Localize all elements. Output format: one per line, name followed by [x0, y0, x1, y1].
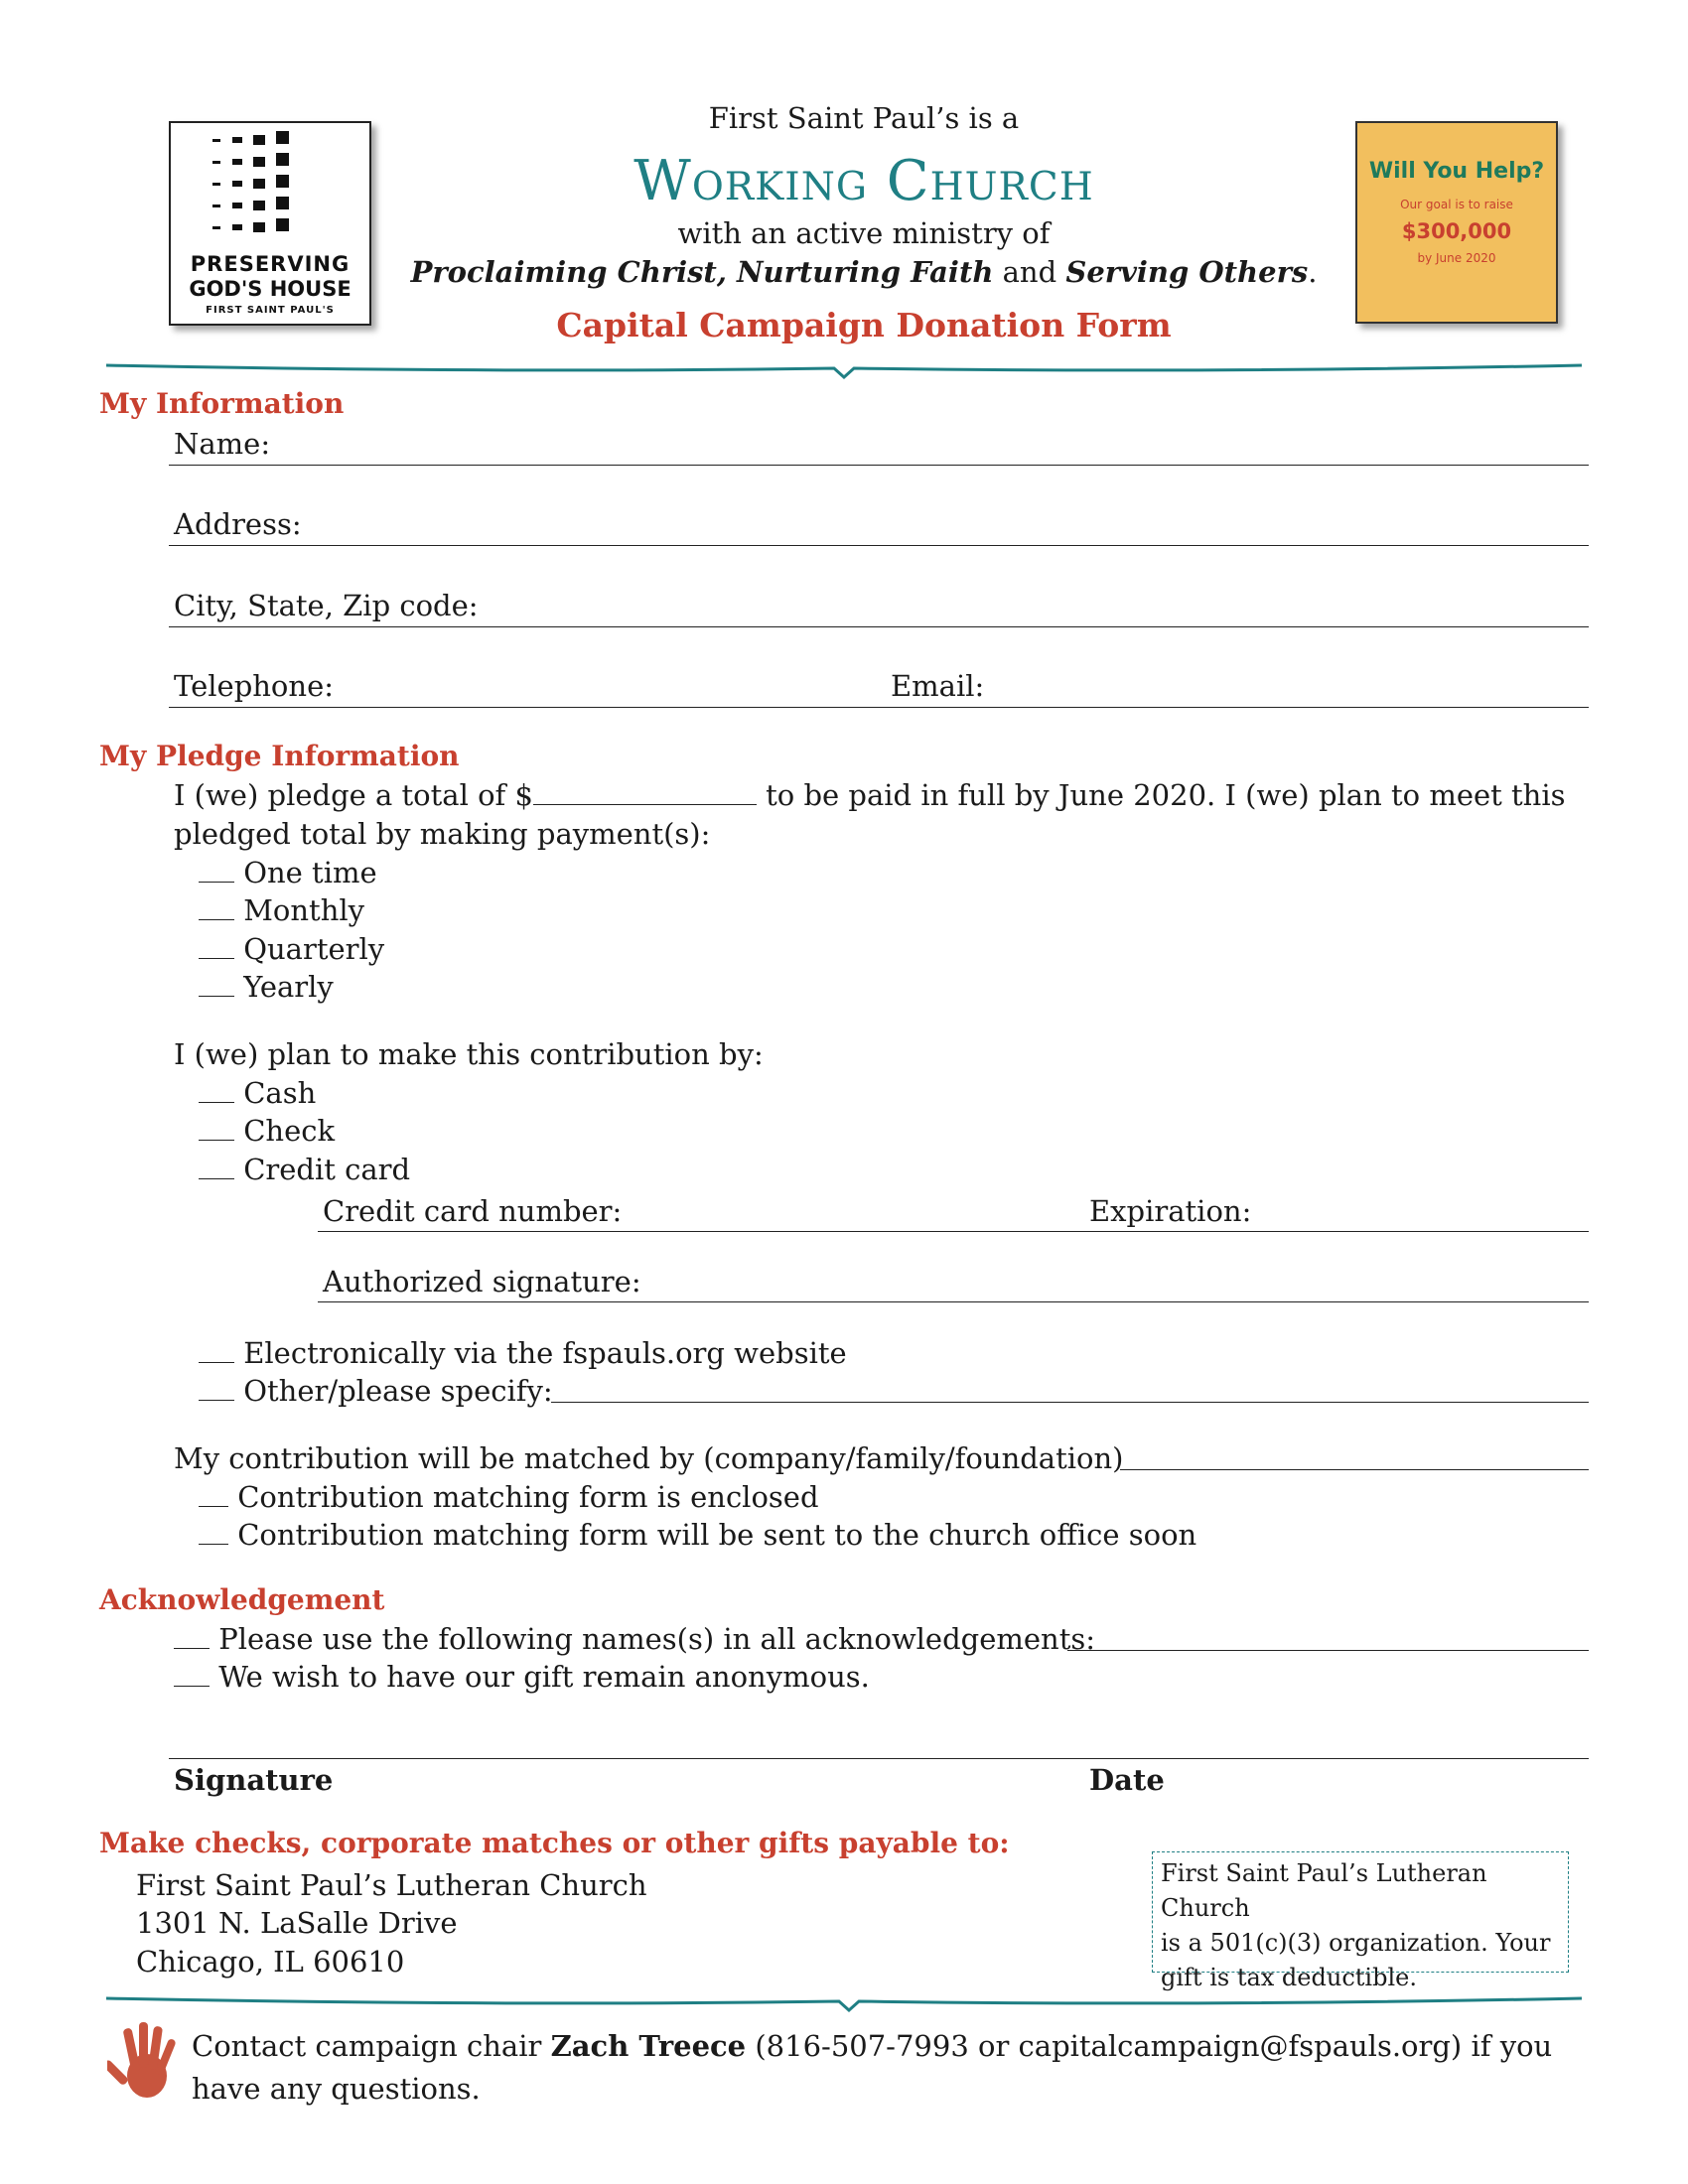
- cc-signature-label: Authorized signature:: [323, 1265, 641, 1298]
- my-information-heading: My Information: [99, 387, 345, 420]
- header-intro: First Saint Paul’s is a: [708, 101, 1020, 135]
- cc-signature-field[interactable]: [318, 1301, 1589, 1302]
- name-field[interactable]: [169, 465, 1589, 466]
- telephone-label: Telephone:: [174, 669, 335, 703]
- mission-part-b: Serving Others: [1065, 255, 1309, 289]
- freq-monthly-check[interactable]: [199, 897, 234, 920]
- pledge-heading: My Pledge Information: [99, 740, 460, 772]
- email-label: Email:: [891, 669, 985, 703]
- cc-number-field[interactable]: [318, 1231, 1082, 1232]
- signature-date-field[interactable]: [169, 1758, 1589, 1759]
- pledge-text-b: to be paid in full by June 2020. I (we) plan to meet this: [756, 778, 1566, 812]
- name-label: Name:: [174, 427, 271, 461]
- ack-anonymous[interactable]: [174, 1660, 870, 1694]
- matched-by-label: My contribution will be matched by (company/family/foundation): [174, 1441, 1124, 1475]
- contact-line2: have any questions.: [192, 2072, 481, 2106]
- city-state-zip-field[interactable]: [169, 626, 1589, 627]
- method-check[interactable]: [199, 1114, 335, 1148]
- freq-quarterly[interactable]: [199, 932, 384, 966]
- contact-text-a: Contact campaign chair: [192, 2029, 551, 2063]
- method-check-check[interactable]: [199, 1118, 234, 1141]
- freq-one-time[interactable]: [199, 856, 377, 889]
- will-you-help-box: [1355, 121, 1558, 324]
- method-check-label: Check: [243, 1114, 336, 1148]
- pledge-text-a: I (we) pledge a total of $: [174, 778, 533, 812]
- teal-divider: [104, 357, 1584, 381]
- hand-icon: [107, 2018, 189, 2106]
- method-credit-card-label: Credit card: [243, 1153, 411, 1186]
- method-electronic-label: Electronically via the fspauls.org website: [243, 1336, 847, 1370]
- match-sent-check[interactable]: [199, 1522, 228, 1545]
- form-title: Capital Campaign Donation Form: [556, 306, 1172, 344]
- acknowledgement-heading: Acknowledgement: [99, 1583, 385, 1616]
- cc-expiration-label: Expiration:: [1089, 1194, 1252, 1228]
- logo-line1: PRESERVING: [190, 252, 351, 276]
- pledge-text-c: pledged total by making payment(s):: [174, 817, 711, 851]
- contact-text-b: (816-507-7993 or capitalcampaign@fspauls.org) if you: [746, 2029, 1553, 2063]
- payable-line1: First Saint Paul’s Lutheran Church: [136, 1868, 647, 1902]
- matched-by-field[interactable]: [1120, 1469, 1589, 1470]
- help-amount: $300,000: [1401, 219, 1512, 243]
- ack-names-field[interactable]: [1067, 1650, 1589, 1651]
- payable-heading: Make checks, corporate matches or other gifts payable to:: [99, 1827, 1010, 1859]
- ack-names-label: Please use the following names(s) in all acknowledgements:: [218, 1622, 1096, 1656]
- mission-end: .: [1308, 255, 1318, 289]
- tax-deductible-note: [1152, 1851, 1569, 1991]
- freq-one-time-check[interactable]: [199, 860, 234, 883]
- address-label: Address:: [174, 507, 302, 541]
- logo-line2: GOD'S HOUSE: [189, 277, 352, 301]
- contact-chair-name: Zach Treece: [550, 2029, 747, 2063]
- match-sent-label: Contribution matching form will be sent to the church office soon: [237, 1518, 1197, 1552]
- tax-note-line1: First Saint Paul’s Lutheran Church: [1161, 1859, 1487, 1922]
- method-credit-card-check[interactable]: [199, 1157, 234, 1179]
- match-enclosed-check[interactable]: [199, 1484, 228, 1507]
- pledge-sentence: [174, 778, 1566, 812]
- freq-one-time-label: One time: [243, 856, 377, 889]
- city-state-zip-label: City, State, Zip code:: [174, 589, 479, 622]
- method-cash-label: Cash: [243, 1076, 317, 1110]
- cc-expiration-field[interactable]: [1082, 1231, 1589, 1232]
- method-other-label: Other/please specify:: [243, 1374, 553, 1408]
- contact-line1: [192, 2029, 1552, 2063]
- freq-quarterly-check[interactable]: [199, 936, 234, 959]
- telephone-field[interactable]: [169, 707, 884, 708]
- payable-line3: Chicago, IL 60610: [136, 1945, 405, 1979]
- freq-monthly-label: Monthly: [243, 893, 365, 927]
- method-electronic-check[interactable]: [199, 1340, 234, 1363]
- mission-part-a: Proclaiming Christ, Nurturing Faith: [410, 255, 994, 289]
- ack-names-check[interactable]: [174, 1626, 210, 1649]
- help-by-date: by June 2020: [1417, 251, 1496, 265]
- method-cash-check[interactable]: [199, 1080, 234, 1103]
- method-other[interactable]: [199, 1374, 553, 1408]
- method-credit-card[interactable]: [199, 1153, 410, 1186]
- payable-line2: 1301 N. LaSalle Drive: [136, 1906, 458, 1940]
- header-ministry: with an active ministry of: [677, 216, 1051, 250]
- freq-yearly-label: Yearly: [243, 970, 334, 1004]
- ack-anonymous-label: We wish to have our gift remain anonymous.: [218, 1660, 870, 1694]
- freq-quarterly-label: Quarterly: [243, 932, 385, 966]
- method-cash[interactable]: [199, 1076, 316, 1110]
- freq-yearly-check[interactable]: [199, 974, 234, 997]
- method-intro: I (we) plan to make this contribution by:: [174, 1037, 764, 1071]
- tax-note-line3: gift is tax deductible.: [1161, 1964, 1417, 1991]
- address-field[interactable]: [169, 545, 1589, 546]
- help-goal-text: Our goal is to raise: [1400, 198, 1513, 211]
- help-title: Will You Help?: [1368, 159, 1545, 184]
- tax-note-line2: is a 501(c)(3) organization. Your: [1161, 1929, 1551, 1957]
- method-other-check[interactable]: [199, 1378, 234, 1401]
- signature-label: Signature: [174, 1763, 334, 1797]
- match-enclosed-label: Contribution matching form is enclosed: [237, 1480, 819, 1514]
- logo-line3: FIRST SAINT PAUL'S: [206, 305, 335, 316]
- header-title: Working Church: [633, 149, 1094, 213]
- pledge-amount-field[interactable]: [533, 780, 757, 805]
- email-field[interactable]: [884, 707, 1589, 708]
- date-label: Date: [1089, 1763, 1165, 1797]
- ack-names[interactable]: [174, 1622, 1095, 1656]
- mission-and: and: [993, 255, 1066, 289]
- teal-divider-bottom: [104, 1990, 1584, 2014]
- freq-yearly[interactable]: [199, 970, 334, 1004]
- method-electronic[interactable]: [199, 1336, 847, 1370]
- other-specify-field[interactable]: [551, 1402, 1589, 1403]
- freq-monthly[interactable]: [199, 893, 364, 927]
- match-sent[interactable]: [199, 1518, 1196, 1552]
- match-enclosed[interactable]: [199, 1480, 819, 1514]
- cc-number-label: Credit card number:: [323, 1194, 623, 1228]
- ack-anonymous-check[interactable]: [174, 1664, 210, 1687]
